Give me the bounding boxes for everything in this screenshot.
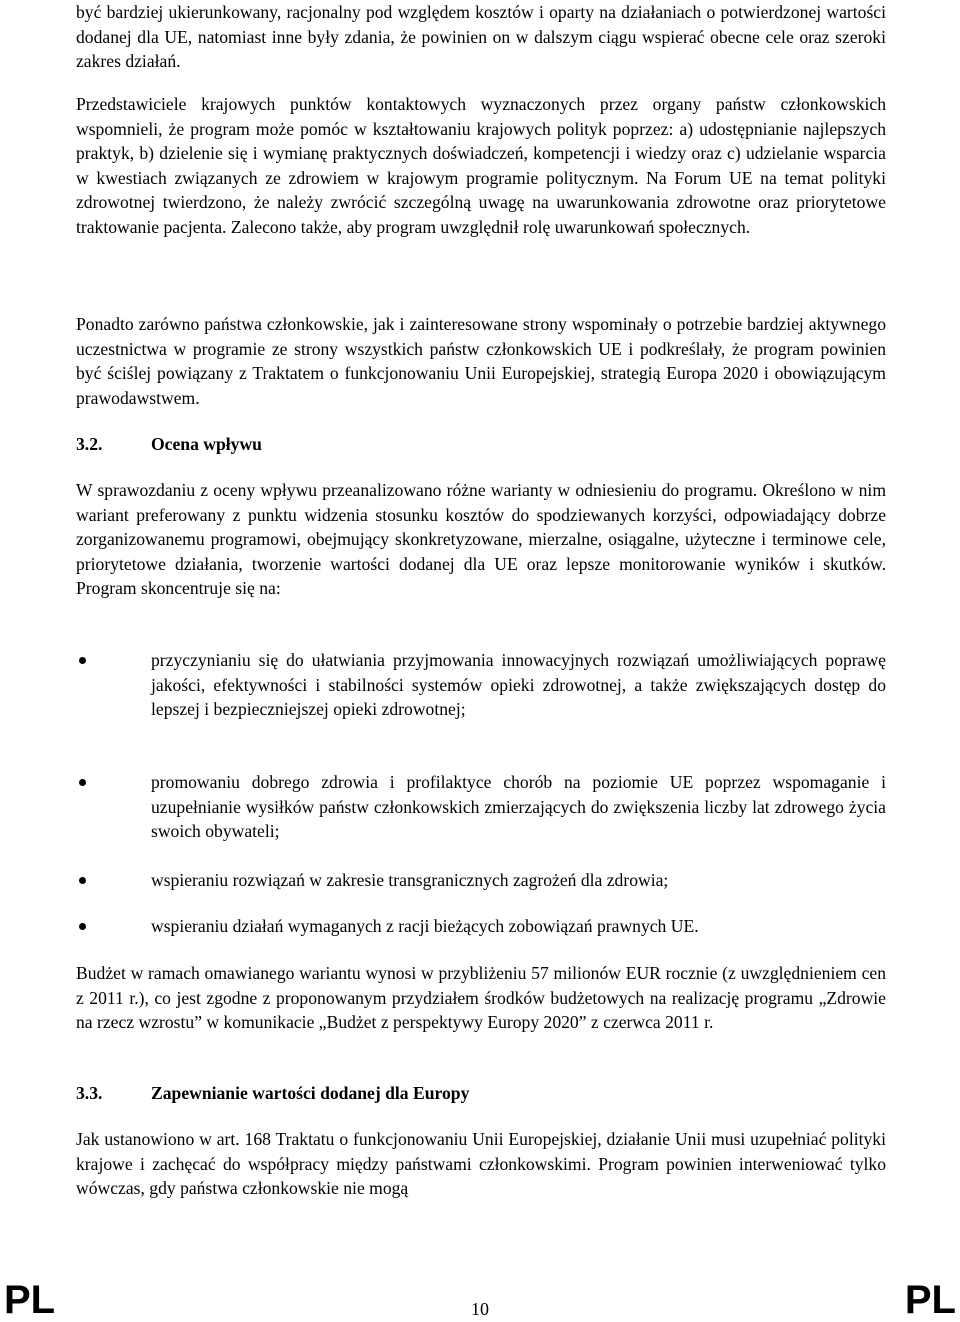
bullet-item xyxy=(76,868,886,893)
bullet-icon xyxy=(79,923,86,930)
footer-language-code-right: PL xyxy=(904,1278,956,1322)
section-title: Zapewnianie wartości dodanej dla Europy xyxy=(151,1083,470,1103)
bullet-icon xyxy=(79,877,86,884)
section-title: Ocena wpływu xyxy=(151,434,262,454)
section-heading-3-2 xyxy=(76,432,886,456)
bullet-icon xyxy=(79,657,86,664)
bullet-item xyxy=(76,648,886,722)
bullet-text: promowaniu dobrego zdrowia i profilaktyce chorób na poziomie UE poprzez wspomaganie i uzupełnianie wysiłków państw członkowskich zmierzających do zwiększenia liczby lat zdrowego życia swoich obywateli; xyxy=(151,772,886,841)
section-number: 3.3. xyxy=(76,1083,103,1103)
bullet-text: przyczynianiu się do ułatwiania przyjmowania innowacyjnych rozwiązań umożliwiających poprawę jakości, efektywności i stabilności systemów opieki zdrowotnej, a także zwiększających dostęp do lepszej i bezpieczniejszej opieki zdrowotnej; xyxy=(151,650,886,719)
footer-language-code-left: PL xyxy=(4,1278,56,1322)
bullet-text: wspieraniu rozwiązań w zakresie transgranicznych zagrożeń dla zdrowia; xyxy=(151,870,669,890)
page-number: 10 xyxy=(471,1299,489,1319)
paragraph-2: Przedstawiciele krajowych punktów kontaktowych wyznaczonych przez organy państw członkowskich wspomnieli, że program może pomóc w kształtowaniu krajowych polityk poprzez: a) udostępnianie najlepszych praktyk, b) dzielenie się i wymianę praktycznych doświadczeń, kompetencji i wiedzy oraz c) udzielanie wsparcia w kwestiach związanych ze zdrowiem w krajowym programie politycznym. Na Forum UE na temat polityki zdrowotnej twierdzono, że należy zwrócić szczególną uwagę na uwarunkowania zdrowotne oraz priorytetowe traktowanie pacjenta. Zalecono także, aby program uwzględnił rolę uwarunkowań społecznych. xyxy=(76,94,886,237)
paragraph-3: Ponadto zarówno państwa członkowskie, jak i zainteresowane strony wspominały o potrzebie bardziej aktywnego uczestnictwa w programie ze strony wszystkich państw członkowskich UE i podkreślały, że program powinien być ściślej powiązany z Traktatem o funkcjonowaniu Unii Europejskiej, strategią Europa 2020 i obowiązującym prawodawstwem. xyxy=(76,314,886,408)
paragraph-1: być bardziej ukierunkowany, racjonalny pod względem kosztów i oparty na działaniach o potwierdzonej wartości dodanej dla UE, natomiast inne były zdania, że powinien on w dalszym ciągu wspierać obecne cele oraz szeroki zakres działań. xyxy=(76,2,886,71)
section-number: 3.2. xyxy=(76,434,103,454)
paragraph-5: Budżet w ramach omawianego wariantu wynosi w przybliżeniu 57 milionów EUR rocznie (z uwzględnieniem cen z 2011 r.), co jest zgodne z proponowanym przydziałem środków budżetowych na realizację programu „Zdrowie na rzecz wzrostu” w komunikacie „Budżet z perspektywy Europy 2020” z czerwca 2011 r. xyxy=(76,963,886,1032)
bullet-icon xyxy=(79,779,86,786)
bullet-item xyxy=(76,770,886,844)
paragraph-4: W sprawozdaniu z oceny wpływu przeanalizowano różne warianty w odniesieniu do programu. Określono w nim wariant preferowany z punktu widzenia stosunku kosztów do spodziewanych korzyści, odpowiadający dobrze zorganizowanemu programowi, obejmujący skonkretyzowane, mierzalne, osiągalne, użyteczne i terminowe cele, priorytetowe działania, tworzenie wartości dodanej dla UE oraz lepsze monitorowanie wyników i skutków. Program skoncentruje się na: xyxy=(76,480,886,598)
paragraph-6: Jak ustanowiono w art. 168 Traktatu o funkcjonowaniu Unii Europejskiej, działanie Unii musi uzupełniać polityki krajowe i zachęcać do współpracy między państwami członkowskimi. Program powinien interweniować tylko wówczas, gdy państwa członkowskie nie mogą xyxy=(76,1129,886,1198)
section-heading-3-3 xyxy=(76,1081,886,1105)
bullet-item xyxy=(76,914,886,939)
bullet-text: wspieraniu działań wymaganych z racji bieżących zobowiązań prawnych UE. xyxy=(151,916,699,936)
